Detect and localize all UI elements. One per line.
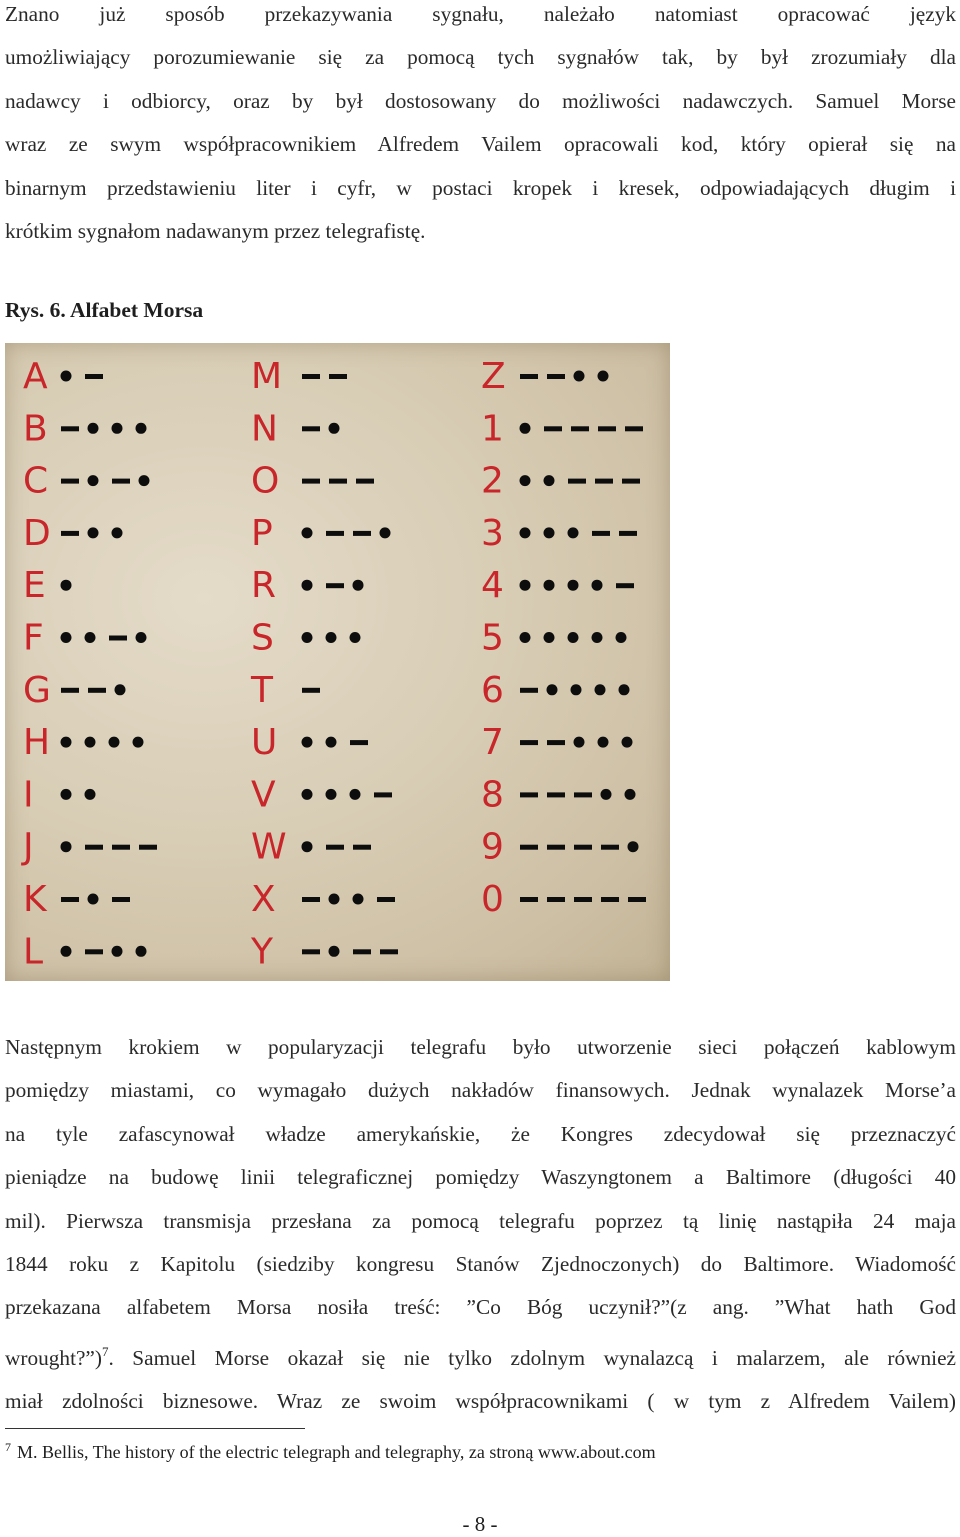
morse-dot	[61, 371, 72, 382]
morse-char: E	[23, 565, 46, 607]
morse-dash	[85, 374, 103, 379]
morse-dash	[520, 688, 538, 693]
footnote-separator	[5, 1428, 305, 1429]
morse-dot	[574, 371, 585, 382]
morse-entry-r	[251, 565, 364, 606]
morse-dash	[380, 949, 398, 954]
morse-dash	[598, 426, 616, 431]
morse-dash	[85, 949, 103, 954]
morse-dash	[302, 479, 320, 484]
morse-dot	[88, 894, 99, 905]
morse-dot	[302, 632, 313, 643]
morse-char: 7	[481, 722, 504, 764]
morse-dot	[350, 632, 361, 643]
morse-dash	[616, 583, 634, 588]
morse-dash	[61, 531, 79, 536]
morse-entry-8	[481, 774, 636, 815]
morse-entry-o	[251, 461, 374, 502]
morse-char: P	[251, 512, 273, 554]
morse-dash	[112, 479, 130, 484]
morse-dash	[329, 479, 347, 484]
morse-entry-g	[23, 670, 126, 711]
morse-char: D	[23, 512, 51, 554]
morse-dot	[544, 475, 555, 486]
morse-dot	[353, 894, 364, 905]
morse-char: T	[251, 669, 273, 711]
morse-entry-b	[23, 408, 147, 449]
morse-dot	[61, 946, 72, 957]
paragraph-line: binarnym przedstawieniu liter i cyfr, w postaci kropek i kresek, odpowiadających długim i	[5, 175, 956, 200]
morse-dash	[109, 636, 127, 641]
morse-char: 9	[481, 826, 504, 868]
morse-dash	[329, 374, 347, 379]
morse-entry-c	[23, 461, 150, 502]
footnote-text: M. Bellis, The history of the electric telegraph and telegraphy, za stroną www.about.com	[17, 1442, 656, 1462]
paragraph-line: na tyle zafascynował władze amerykańskie, że Kongres zdecydował się przeznaczyć	[5, 1121, 956, 1146]
morse-char: 4	[481, 565, 504, 607]
morse-dash	[326, 845, 344, 850]
morse-dot	[353, 580, 364, 591]
morse-alphabet-chart	[5, 343, 670, 981]
morse-dash	[112, 897, 130, 902]
morse-entry-0	[481, 879, 646, 920]
figure-caption: Rys. 6. Alfabet Morsa	[5, 298, 204, 322]
morse-dash	[520, 792, 538, 797]
morse-dot	[619, 684, 630, 695]
morse-char: R	[251, 565, 277, 607]
morse-char: F	[23, 617, 44, 659]
morse-dot	[350, 789, 361, 800]
paragraph-telegraph-network	[5, 1026, 956, 1424]
morse-dot	[574, 737, 585, 748]
page-number: - 8 -	[462, 1512, 498, 1536]
morse-dot	[139, 475, 150, 486]
morse-dot	[136, 632, 147, 643]
morse-dot	[88, 527, 99, 538]
morse-dash	[520, 740, 538, 745]
paragraph-line: nadawcy i odbiorcy, oraz by był dostosowany do możliwości nadawczych. Samuel Morse	[5, 88, 956, 113]
morse-dot	[136, 423, 147, 434]
morse-char: X	[251, 879, 276, 920]
morse-entry-w	[251, 827, 371, 868]
paragraph-line: wraz ze swym współpracownikiem Alfredem Vailem opracowali kod, który opierał się na	[5, 132, 956, 157]
morse-dash	[547, 740, 565, 745]
morse-dash	[520, 374, 538, 379]
morse-dot	[85, 737, 96, 748]
footnote	[5, 1440, 656, 1463]
morse-char: W	[251, 826, 287, 868]
morse-entry-t	[250, 670, 320, 711]
morse-dot	[520, 475, 531, 486]
morse-dash	[353, 531, 371, 536]
morse-char: J	[23, 826, 34, 868]
paragraph-line: Znano już sposób przekazywania sygnału, należało natomiast opracować język	[5, 2, 956, 26]
morse-dash	[571, 426, 589, 431]
morse-char: 6	[481, 669, 504, 711]
paragraph-line	[5, 1330, 956, 1380]
morse-dash	[61, 688, 79, 693]
morse-dot	[112, 527, 123, 538]
morse-entry-x	[251, 879, 395, 920]
morse-dot	[326, 789, 337, 800]
morse-entry-6	[481, 670, 630, 711]
morse-dot	[329, 894, 340, 905]
morse-dash	[350, 740, 368, 745]
morse-entry-i	[23, 774, 96, 815]
morse-dash	[302, 897, 320, 902]
morse-dot	[520, 423, 531, 434]
footnote-reference[interactable]: 7	[101, 1343, 109, 1359]
morse-entry-a	[23, 356, 103, 397]
footnote-number: 7	[5, 1440, 11, 1454]
morse-dash	[547, 792, 565, 797]
morse-char: A	[23, 356, 48, 397]
morse-dot	[326, 632, 337, 643]
morse-dot	[133, 737, 144, 748]
morse-dot	[520, 527, 531, 538]
morse-entry-m	[251, 356, 347, 397]
morse-dot	[61, 737, 72, 748]
morse-dot	[592, 580, 603, 591]
morse-dot	[568, 580, 579, 591]
morse-char: G	[23, 669, 51, 711]
paragraph-line: miał zdolności biznesowe. Wraz ze swoim współpracownikami ( w tym z Alfredem Vailem)	[5, 1389, 956, 1414]
morse-dash	[592, 531, 610, 536]
morse-dot	[571, 684, 582, 695]
morse-dash	[601, 845, 619, 850]
paragraph-line: Następnym krokiem w popularyzacji telegrafu było utworzenie sieci połączeń kablowym	[5, 1035, 956, 1059]
paragraph-line: krótkim sygnałom nadawanym przez telegrafistę.	[5, 219, 426, 244]
morse-dash	[302, 374, 320, 379]
morse-char: Y	[251, 931, 273, 973]
morse-dash	[61, 479, 79, 484]
morse-dash	[568, 479, 586, 484]
morse-entry-4	[481, 565, 634, 606]
morse-dash	[302, 688, 320, 693]
morse-dot	[568, 527, 579, 538]
morse-char: 1	[481, 408, 504, 450]
morse-dash	[520, 897, 538, 902]
paragraph-line: pomiędzy miastami, co wymagało dużych nakładów finansowych. Jednak wynalazek Morse’a	[5, 1078, 956, 1103]
morse-char: L	[23, 931, 44, 973]
morse-dot	[61, 841, 72, 852]
morse-char: V	[251, 774, 276, 816]
morse-char: B	[23, 408, 48, 450]
line-text: wrought?”)	[5, 1345, 102, 1370]
morse-entry-5	[481, 618, 627, 659]
paragraph-intro	[5, 0, 956, 253]
morse-dash	[625, 426, 643, 431]
morse-dot	[61, 789, 72, 800]
morse-entry-s	[251, 618, 361, 659]
morse-dash	[520, 845, 538, 850]
morse-dash	[619, 531, 637, 536]
morse-entry-l	[23, 931, 147, 972]
morse-dot	[85, 632, 96, 643]
morse-entry-z	[481, 356, 609, 397]
morse-dot	[628, 841, 639, 852]
morse-entry-n	[251, 408, 340, 449]
morse-entry-u	[251, 722, 368, 763]
morse-dash	[61, 426, 79, 431]
morse-dot	[329, 423, 340, 434]
morse-dot	[302, 737, 313, 748]
morse-dot	[616, 632, 627, 643]
morse-entry-k	[23, 879, 130, 920]
morse-dot	[592, 632, 603, 643]
paragraph-line: umożliwiający porozumiewanie się za pomocą tych sygnałów tak, by był zrozumiały dla	[5, 45, 956, 70]
morse-dash	[628, 897, 646, 902]
morse-dash	[302, 426, 320, 431]
morse-dash	[547, 897, 565, 902]
morse-char: 0	[481, 879, 504, 920]
morse-entry-y	[250, 931, 398, 972]
morse-dash	[88, 688, 106, 693]
morse-dash	[544, 426, 562, 431]
morse-dot	[302, 580, 313, 591]
morse-dash	[326, 583, 344, 588]
morse-entry-3	[481, 513, 637, 554]
morse-dot	[302, 841, 313, 852]
morse-dot	[61, 632, 72, 643]
morse-dash	[574, 792, 592, 797]
morse-dash	[356, 479, 374, 484]
morse-dot	[380, 527, 391, 538]
morse-entry-d	[23, 513, 123, 554]
morse-entry-2	[481, 461, 640, 502]
morse-char: O	[251, 460, 280, 502]
morse-entry-h	[23, 722, 144, 763]
morse-dot	[544, 527, 555, 538]
morse-dot	[598, 371, 609, 382]
morse-dot	[601, 789, 612, 800]
morse-dot	[88, 423, 99, 434]
morse-dot	[302, 527, 313, 538]
morse-dot	[112, 423, 123, 434]
morse-dot	[85, 789, 96, 800]
morse-dash	[601, 897, 619, 902]
morse-dot	[598, 737, 609, 748]
paragraph-line: 1844 roku z Kapitolu (siedziby kongresu Stanów Zjednoczonych) do Baltimore. Wiadomość	[5, 1252, 956, 1277]
morse-char: K	[23, 879, 47, 920]
morse-dash	[353, 845, 371, 850]
morse-char: 8	[481, 774, 504, 816]
morse-entry-v	[251, 774, 392, 815]
morse-char: S	[251, 617, 274, 659]
morse-entry-7	[481, 722, 633, 763]
morse-entry-f	[23, 618, 147, 659]
morse-dot	[109, 737, 120, 748]
morse-dot	[112, 946, 123, 957]
morse-char: 2	[481, 460, 504, 502]
morse-dot	[115, 684, 126, 695]
morse-dash	[547, 845, 565, 850]
morse-char: I	[23, 774, 34, 816]
morse-char: N	[251, 408, 278, 450]
morse-dot	[520, 632, 531, 643]
morse-char: 3	[481, 512, 504, 554]
morse-dash	[85, 845, 103, 850]
morse-dot	[61, 580, 72, 591]
morse-dash	[574, 897, 592, 902]
morse-dot	[568, 632, 579, 643]
paragraph-line: mil). Pierwsza transmisja przesłana za pomocą telegrafu poprzez tą linię nastąpiła 24 maja	[5, 1208, 956, 1233]
morse-dot	[544, 580, 555, 591]
morse-entry-1	[481, 408, 643, 449]
morse-char: H	[23, 722, 51, 764]
morse-dot	[547, 684, 558, 695]
morse-dot	[302, 789, 313, 800]
morse-entry-p	[251, 513, 391, 554]
morse-dash	[622, 479, 640, 484]
morse-char: C	[23, 460, 49, 502]
morse-dash	[112, 845, 130, 850]
morse-dot	[329, 946, 340, 957]
morse-dash	[302, 949, 320, 954]
morse-dash	[326, 531, 344, 536]
paragraph-line: przekazana alfabetem Morsa nosiła treść: ”Co Bóg uczynił?”(z ang. ”What hath God	[5, 1295, 956, 1320]
paragraph-line: pieniądze na budowę linii telegraficznej pomiędzy Waszyngtonem a Baltimore (długości 40	[5, 1165, 956, 1190]
morse-dash	[139, 845, 157, 850]
morse-char: Z	[481, 356, 506, 397]
morse-dot	[520, 580, 531, 591]
morse-dash	[547, 374, 565, 379]
morse-dash	[574, 845, 592, 850]
morse-dash	[374, 792, 392, 797]
morse-dot	[622, 737, 633, 748]
morse-entry-9	[481, 827, 639, 868]
morse-dot	[326, 737, 337, 748]
line-text: . Samuel Morse okazał się nie tylko zdolnym wynalazcą i malarzem, ale również	[108, 1345, 956, 1370]
morse-char: M	[251, 356, 283, 397]
morse-dash	[353, 949, 371, 954]
morse-entry-j	[21, 827, 157, 868]
morse-dot	[625, 789, 636, 800]
morse-dot	[88, 475, 99, 486]
morse-dot	[136, 946, 147, 957]
morse-dot	[544, 632, 555, 643]
morse-char: 5	[481, 617, 504, 659]
morse-dash	[377, 897, 395, 902]
morse-dash	[61, 897, 79, 902]
morse-dot	[595, 684, 606, 695]
morse-char: U	[251, 722, 278, 764]
morse-alphabet-figure	[5, 343, 670, 981]
morse-entry-e	[23, 565, 72, 606]
morse-dash	[595, 479, 613, 484]
